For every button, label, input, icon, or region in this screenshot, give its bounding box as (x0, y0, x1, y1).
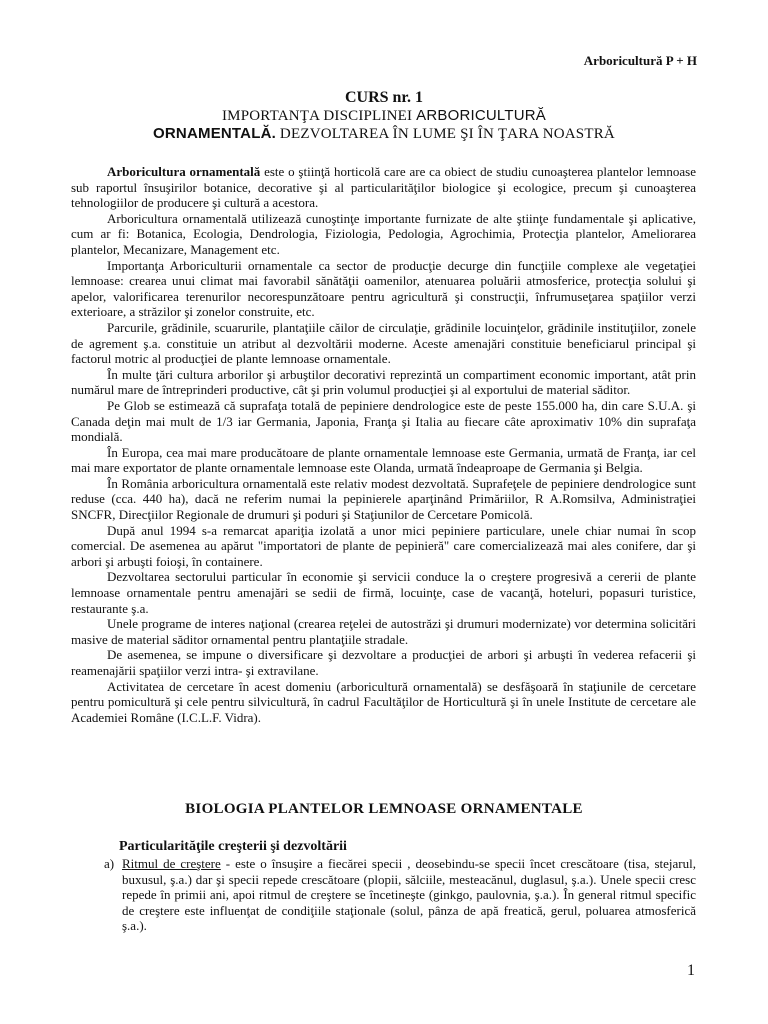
paragraph-text: Arboricultura ornamentală utilizează cunoştinţe importante furnizate de alte ştiinţe fundamentale şi aplicative, cum ar fi: Botanica, Ecologia, Dendrologia, Fiziologia, Pedologia, Agrochimia, Protecţia plantelor, Ameliorarea plantelor, Mecanizare, Management etc. (71, 210, 696, 257)
list-term: Ritmul de creştere (122, 856, 221, 871)
paragraph (71, 647, 696, 678)
paragraph-text: Parcurile, grădinile, scuarurile, plantaţiile căilor de circulaţie, grădinile locuinţelor, grădinile instituţiilor, zonele de agrement ş.a. constituie un atribut al dezvoltării moderne. Aceste amenajări constituie beneficiarul principal şi factorul motric al producţiei de plante lemnoase ornamentale. (71, 319, 696, 367)
paragraph-text: Pe Glob se estimează că suprafaţa totală de pepiniere dendrologice este de peste 155.000 ha, din care S.U.A. şi Canada deţin mai mult de 1/3 iar Germania, Japonia, Franţa şi Italia au fiecare câte aproximativ 10% din suprafaţa mondială. (71, 397, 696, 445)
paragraph (71, 476, 696, 523)
paragraph (71, 320, 696, 367)
list-item (104, 856, 696, 934)
paragraph (71, 523, 696, 570)
paragraph (71, 211, 696, 258)
paragraph (71, 445, 696, 476)
title-line-2-part-a: ORNAMENTALĂ. (153, 125, 276, 142)
subsection-title: Particularităţile creşterii şi dezvoltării (119, 839, 347, 854)
paragraph-text: După anul 1994 s-a remarcat apariţia izolată a unor mici pepiniere particulare, unele chiar numai în scop comercial. De asemenea au apărut "importatori de plante de pepinieră" care comercializează mai ales conifere, dar şi arbori şi arbuşti foioşi, în containere. (71, 522, 696, 569)
title-block (0, 89, 768, 143)
title-line-1-part-a: IMPORTANŢA DISCIPLINEI (221, 108, 417, 124)
title-line-2-part-b: DEZVOLTAREA ÎN LUME ŞI ÎN ŢARA NOASTRĂ (275, 126, 615, 142)
paragraph-text: Unele programe de interes naţional (crearea reţelei de autostrăzi şi drumuri modernizate) vor determina solicitări masive de material săditor ornamental pentru plantaţiile stradale. (71, 616, 696, 647)
paragraph (71, 569, 696, 616)
paragraph-text: este o ştiinţă horticolă care are ca obiect de studiu cunoaşterea plantelor lemnoase sub raportul însuşirilor botanice, decorative şi al particularităţilor biologice şi ecologice, precum şi cunoaşterea tehnologiilor de producere şi cultură a acestora. (71, 164, 696, 211)
paragraph (71, 679, 696, 726)
paragraph-text: Dezvoltarea sectorului particular în economie şi servicii conduce la o creştere progresivă a cererii de plante lemnoase ornamentale pentru amenajări se sedii de firmă, locuinţe, case de vacanţă, hoteluri, popasuri turistice, restaurante ş.a. (71, 569, 696, 616)
paragraph (71, 164, 696, 211)
course-title: CURS nr. 1 (344, 89, 424, 106)
paragraph (71, 398, 696, 445)
paragraph-text: În România arboricultura ornamentală este relativ modest dezvoltată. Suprafeţele de pepiniere dendrologice sunt reduse (cca. 440 ha), dacă ne referim numai la pepinierele aparţinând Primăriilor, R A.Romsilva, Administraţiei SNCFR, Direcţiilor Regionale de drumuri şi poduri şi Staţiunilor de Cercetare Pomicolă. (71, 475, 696, 523)
paragraph-text: Activitatea de cercetare în acest domeniu (arboricultură ornamentală) se desfăşoară în staţiunile de cercetare pentru pomicultură şi cele pentru silvicultură, în cadrul Facultăţilor de Horticultură şi în unele Institute de cercetare ale Academiei Române (I.C.L.F. Vidra). (71, 678, 696, 725)
paragraph-text: Importanţa Arboriculturii ornamentale ca sector de producţie decurge din funcţiile complexe ale vegetaţiei lemnoase: crearea unui climat mai favorabil sănătăţii oamenilor, atenuarea poluării atmosferice, protecţia solului şi apelor, valorificarea terenurilor necorespunzătoare pentru agricultură şi construcţii, înfrumuseţarea spaţiilor verzi exterioare, a străzilor şi zonelor construite, etc. (71, 257, 696, 320)
paragraph (71, 258, 696, 320)
title-line-1-part-b: ARBORICULTURĂ (416, 107, 546, 124)
title-line-2 (0, 125, 768, 143)
list (104, 856, 696, 934)
list-marker: a) (104, 856, 115, 871)
section-title: BIOLOGIA PLANTELOR LEMNOASE ORNAMENTALE (185, 801, 583, 817)
paragraph-text: În Europa, cea mai mare producătoare de plante ornamentale lemnoase este Germania, urmată de Franţa, iar cel mai mare exportator de plante ornamentale lemnoase este Olanda, urmată îndeaproape de Germania şi Belgia. (71, 444, 696, 476)
list-item-text: - este o însuşire a fiecărei specii , deosebindu-se specii încet crescătoare (tisa, stejarul, buxusul, ş.a.) dar şi specii repede crescătoare (plopii, sălciile, mesteacănul, duglasul, ş.a.). Unele specii cresc repede în primii ani, apoi ritmul de creştere se încetineşte (ginkgo, paulovnia, ş.a.). În general ritmul specific de creştere este influenţat de condiţiile staţionale (solul, pânza de apă freatică, gerul, poluarea atmosferică ş.a.). (122, 856, 696, 934)
paragraph-text: În multe ţări cultura arborilor şi arbuştilor decorativi reprezintă un compartiment economic important, atât prin numărul mare de întreprinderi productive, cât şi prin volumul producţiei şi al exportului de material săditor. (71, 366, 696, 398)
paragraph (71, 616, 696, 647)
page-number: 1 (687, 962, 695, 979)
title-line-1 (0, 107, 768, 125)
body-text (71, 164, 696, 725)
paragraph-text: De asemenea, se impune o diversificare şi dezvoltare a producţiei de arbori şi arbuşti în vederea refacerii şi reamenajării spaţiilor verzi intra- şi extravilane. (71, 647, 696, 678)
paragraph (71, 367, 696, 398)
page-header: Arboricultură P + H (583, 53, 697, 68)
paragraph-lead: Arboricultura ornamentală (107, 164, 261, 179)
